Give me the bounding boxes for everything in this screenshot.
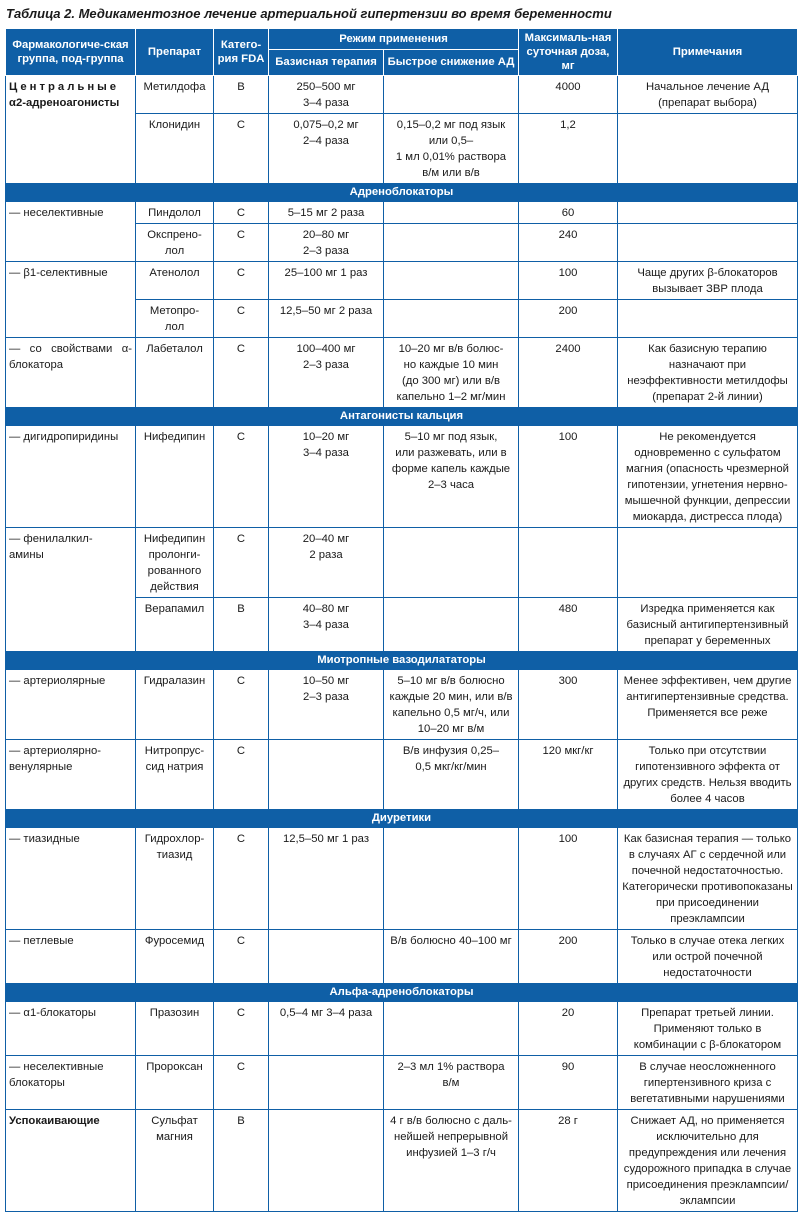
note-cell xyxy=(618,202,798,224)
max-cell: 28 г xyxy=(519,1110,618,1212)
basic-cell: 20–40 мг 2 раза xyxy=(269,528,384,598)
fda-cell: C xyxy=(214,930,269,984)
fast-cell: 10–20 мг в/в болюс- но каждые 10 мин (до 300 мг) или в/в капельно 1–2 мг/мин xyxy=(384,338,519,408)
basic-cell: 20–80 мг 2–3 раза xyxy=(269,224,384,262)
fda-cell: C xyxy=(214,300,269,338)
group-cell: — артериолярно- венулярные xyxy=(6,740,136,810)
drug-cell: Окспрено- лол xyxy=(136,224,214,262)
fda-cell: C xyxy=(214,828,269,930)
drug-cell: Пиндолол xyxy=(136,202,214,224)
note-cell xyxy=(618,114,798,184)
note-cell xyxy=(618,300,798,338)
section-row xyxy=(6,408,798,426)
group-cell: — β1-селективные xyxy=(6,262,136,338)
note-cell: Менее эффективен, чем другие антигипертензивные средства. Применяется все реже xyxy=(618,670,798,740)
table-row xyxy=(6,1110,798,1212)
section-row xyxy=(6,810,798,828)
group-cell: — α1-блокаторы xyxy=(6,1002,136,1056)
max-cell: 90 xyxy=(519,1056,618,1110)
drug-table xyxy=(5,28,798,1212)
fast-cell: 4 г в/в болюсно с даль- нейшей непрерывной инфузией 1–3 г/ч xyxy=(384,1110,519,1212)
fda-cell: B xyxy=(214,598,269,652)
max-cell: 20 xyxy=(519,1002,618,1056)
note-cell: Изредка применяется как базисный антигипертензивный препарат у беременных xyxy=(618,598,798,652)
table-row xyxy=(6,202,798,224)
group-label: Центральные xyxy=(9,81,120,93)
basic-cell xyxy=(269,930,384,984)
basic-cell xyxy=(269,1110,384,1212)
col-header-drug: Препарат xyxy=(136,29,214,76)
drug-cell: Атенолол xyxy=(136,262,214,300)
max-cell: 300 xyxy=(519,670,618,740)
table-row xyxy=(6,740,798,810)
fda-cell: C xyxy=(214,1056,269,1110)
drug-cell: Гидралазин xyxy=(136,670,214,740)
drug-cell: Лабеталол xyxy=(136,338,214,408)
section-title: Адреноблокаторы xyxy=(6,184,798,202)
section-title: Антагонисты кальция xyxy=(6,408,798,426)
basic-cell xyxy=(269,740,384,810)
note-cell: Как базисную терапию назначают при неэффективности метилдофы (препарат 2-й линии) xyxy=(618,338,798,408)
group-cell: — неселективные xyxy=(6,202,136,262)
max-cell: 240 xyxy=(519,224,618,262)
fda-cell: C xyxy=(214,1002,269,1056)
section-row xyxy=(6,184,798,202)
note-cell: Как базисная терапия — только в случаях АГ с сердечной или почечной недостаточностью. Категорически противопоказаны при присоединении преэклампсии xyxy=(618,828,798,930)
fast-cell xyxy=(384,202,519,224)
drug-cell: Празозин xyxy=(136,1002,214,1056)
note-cell: Только при отсутствии гипотензивного эффекта от других средств. Нельзя вводить более 4 часов xyxy=(618,740,798,810)
fda-cell: B xyxy=(214,76,269,114)
max-cell: 200 xyxy=(519,930,618,984)
max-cell: 480 xyxy=(519,598,618,652)
max-cell: 2400 xyxy=(519,338,618,408)
fda-cell: C xyxy=(214,670,269,740)
fast-cell xyxy=(384,528,519,598)
col-header-maxdose: Максималь-ная суточная доза, мг xyxy=(519,29,618,76)
table-row xyxy=(6,76,798,114)
max-cell: 4000 xyxy=(519,76,618,114)
col-header-fast: Быстрое снижение АД xyxy=(384,49,519,75)
group-cell: — неселективные блокаторы xyxy=(6,1056,136,1110)
fast-cell: 5–10 мг под язык, или разжевать, или в форме капель каждые 2–3 часа xyxy=(384,426,519,528)
fda-cell: C xyxy=(214,740,269,810)
note-cell: Чаще других β-блокаторов вызывает ЗВР плода xyxy=(618,262,798,300)
basic-cell: 10–50 мг 2–3 раза xyxy=(269,670,384,740)
group-cell: — петлевые xyxy=(6,930,136,984)
group-cell: — тиазидные xyxy=(6,828,136,930)
note-cell xyxy=(618,224,798,262)
basic-cell: 250–500 мг 3–4 раза xyxy=(269,76,384,114)
basic-cell: 25–100 мг 1 раз xyxy=(269,262,384,300)
max-cell: 60 xyxy=(519,202,618,224)
group-cell: — со свойствами α-блокатора xyxy=(6,338,136,408)
drug-cell: Гидрохлор- тиазид xyxy=(136,828,214,930)
basic-cell: 12,5–50 мг 1 раз xyxy=(269,828,384,930)
fast-cell: 0,15–0,2 мг под язык или 0,5– 1 мл 0,01% раствора в/м или в/в xyxy=(384,114,519,184)
section-row xyxy=(6,984,798,1002)
fda-cell: C xyxy=(214,262,269,300)
max-cell: 120 мкг/кг xyxy=(519,740,618,810)
fda-cell: B xyxy=(214,1110,269,1212)
group-sublabel: α2-адреноагонисты xyxy=(9,97,120,109)
col-header-group: Фармакологиче-ская группа, под-группа xyxy=(6,29,136,76)
drug-cell: Метопро- лол xyxy=(136,300,214,338)
group-cell: — артериолярные xyxy=(6,670,136,740)
basic-cell: 0,5–4 мг 3–4 раза xyxy=(269,1002,384,1056)
note-cell: В случае неосложненного гипертензивного криза с вегетативными нарушениями xyxy=(618,1056,798,1110)
fda-cell: C xyxy=(214,528,269,598)
note-cell: Только в случае отека легких или острой почечной недостаточности xyxy=(618,930,798,984)
fda-cell: C xyxy=(214,426,269,528)
drug-cell: Метилдофа xyxy=(136,76,214,114)
drug-cell: Верапамил xyxy=(136,598,214,652)
drug-cell: Нитропрус- сид натрия xyxy=(136,740,214,810)
fast-cell xyxy=(384,224,519,262)
max-cell xyxy=(519,528,618,598)
note-cell: Снижает АД, но применяется исключительно для предупреждения или лечения судорожного припадка в случае присоединения преэклампсии/эклампсии xyxy=(618,1110,798,1212)
note-cell xyxy=(618,528,798,598)
max-cell: 200 xyxy=(519,300,618,338)
max-cell: 100 xyxy=(519,262,618,300)
header-row-1 xyxy=(6,29,798,50)
col-header-basic: Базисная терапия xyxy=(269,49,384,75)
col-header-fda: Катего-рия FDA xyxy=(214,29,269,76)
basic-cell xyxy=(269,1056,384,1110)
table-row xyxy=(6,338,798,408)
drug-cell: Пророксан xyxy=(136,1056,214,1110)
table-row xyxy=(6,262,798,300)
table-row xyxy=(6,426,798,528)
fast-cell xyxy=(384,262,519,300)
section-title: Диуретики xyxy=(6,810,798,828)
drug-cell: Фуросемид xyxy=(136,930,214,984)
max-cell: 100 xyxy=(519,828,618,930)
basic-cell: 10–20 мг 3–4 раза xyxy=(269,426,384,528)
fast-cell: В/в болюсно 40–100 мг xyxy=(384,930,519,984)
max-cell: 100 xyxy=(519,426,618,528)
fast-cell xyxy=(384,598,519,652)
section-row xyxy=(6,652,798,670)
fast-cell: 5–10 мг в/в болюсно каждые 20 мин, или в/в капельно 0,5 мг/ч, или 10–20 мг в/м xyxy=(384,670,519,740)
section-title: Альфа-адреноблокаторы xyxy=(6,984,798,1002)
basic-cell: 40–80 мг 3–4 раза xyxy=(269,598,384,652)
col-header-notes: Примечания xyxy=(618,29,798,76)
note-cell: Не рекомендуется одновременно с сульфатом магния (опасность чрезмерной гипотензии, угнетения нервно-мышечной функции, депрессии миокарда, дистресса плода) xyxy=(618,426,798,528)
table-row xyxy=(6,1002,798,1056)
fast-cell: 2–3 мл 1% раствора в/м xyxy=(384,1056,519,1110)
basic-cell: 12,5–50 мг 2 раза xyxy=(269,300,384,338)
section-title: Миотропные вазодилататоры xyxy=(6,652,798,670)
fast-cell xyxy=(384,1002,519,1056)
table-row xyxy=(6,1056,798,1110)
fda-cell: C xyxy=(214,338,269,408)
fda-cell: C xyxy=(214,114,269,184)
table-row xyxy=(6,670,798,740)
col-header-regime: Режим применения xyxy=(269,29,519,50)
basic-cell: 5–15 мг 2 раза xyxy=(269,202,384,224)
table-title: Таблица 2. Медикаментозное лечение артериальной гипертензии во время беременности xyxy=(6,6,612,21)
table-row xyxy=(6,528,798,598)
basic-cell: 100–400 мг 2–3 раза xyxy=(269,338,384,408)
group-cell: Успокаивающие xyxy=(6,1110,136,1212)
basic-cell: 0,075–0,2 мг 2–4 раза xyxy=(269,114,384,184)
group-cell: — дигидропиридины xyxy=(6,426,136,528)
table-row xyxy=(6,828,798,930)
fast-cell: В/в инфузия 0,25– 0,5 мкг/кг/мин xyxy=(384,740,519,810)
drug-cell: Сульфат магния xyxy=(136,1110,214,1212)
note-cell: Препарат третьей линии. Применяют только в комбинации с β-блокатором xyxy=(618,1002,798,1056)
fda-cell: C xyxy=(214,224,269,262)
fda-cell: C xyxy=(214,202,269,224)
note-cell: Начальное лечение АД (препарат выбора) xyxy=(618,76,798,114)
max-cell: 1,2 xyxy=(519,114,618,184)
fast-cell xyxy=(384,76,519,114)
fast-cell xyxy=(384,300,519,338)
drug-cell: Клонидин xyxy=(136,114,214,184)
fast-cell xyxy=(384,828,519,930)
drug-cell: Нифедипин пролонги- рованного действия xyxy=(136,528,214,598)
table-row xyxy=(6,930,798,984)
group-cell xyxy=(6,76,136,184)
drug-cell: Нифедипин xyxy=(136,426,214,528)
group-cell: — фенилалкил- амины xyxy=(6,528,136,652)
